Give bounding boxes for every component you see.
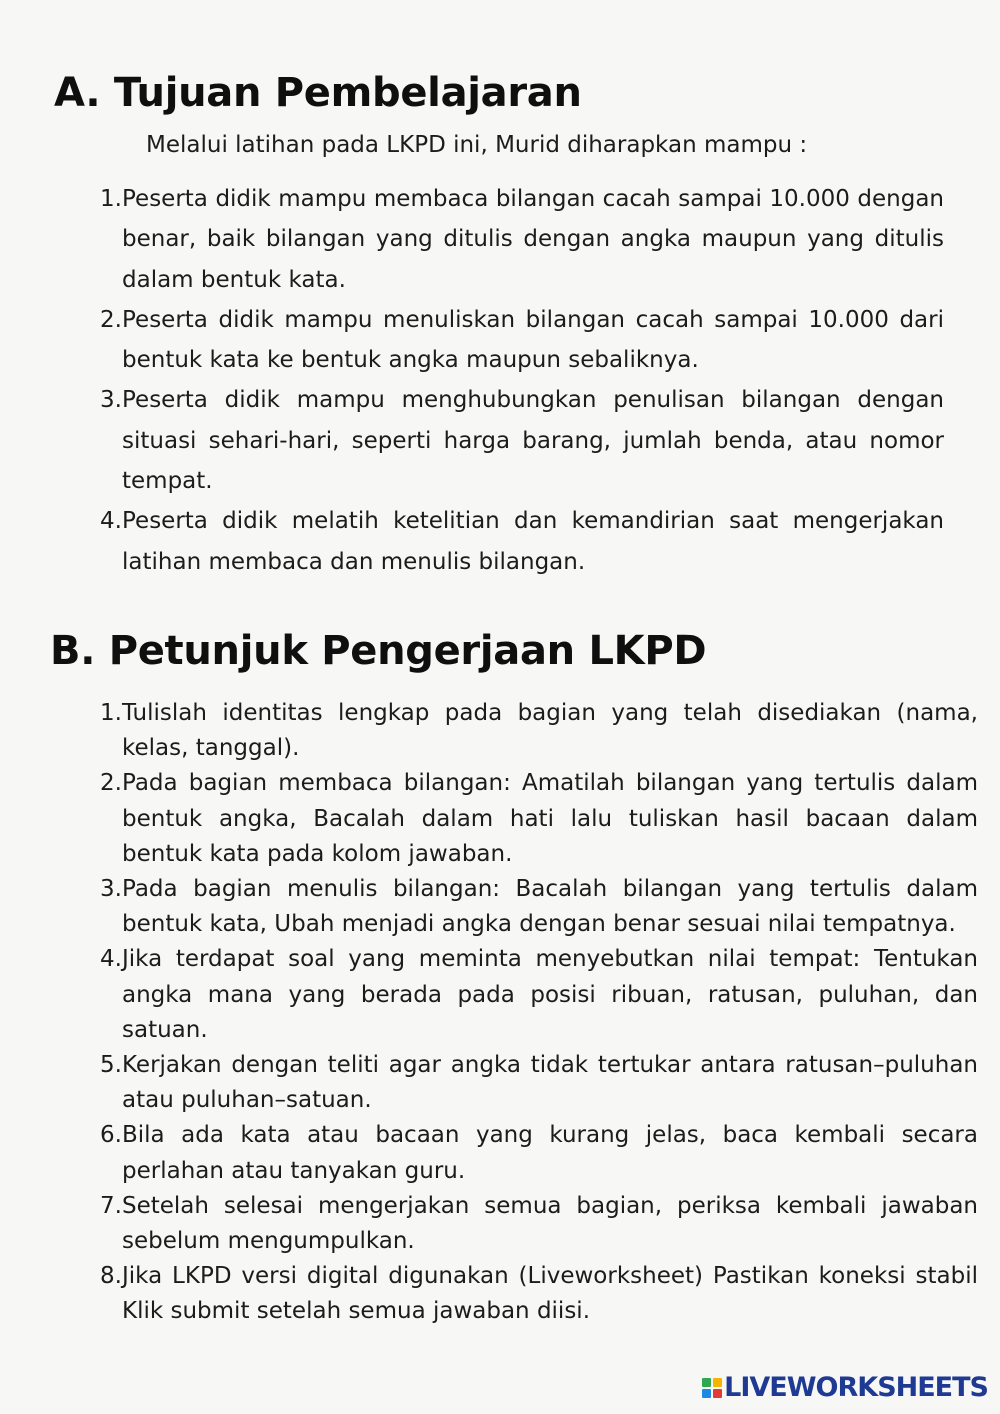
section-a-title: A. Tujuan Pembelajaran (54, 70, 582, 116)
list-item-number: 8. (100, 1263, 122, 1290)
list-item-text: Peserta didik melatih ketelitian dan kemandirian saat mengerjakan latihan membaca dan menulis bilangan. (122, 508, 944, 575)
list-item-text: Setelah selesai mengerjakan semua bagian, periksa kembali jawaban sebelum mengumpulkan. (122, 1192, 978, 1255)
list-item-number: 5. (100, 1052, 122, 1079)
list-item (97, 1118, 978, 1188)
logo-square (702, 1378, 711, 1387)
section-b-list (97, 696, 978, 1330)
list-item-number: 1. (100, 186, 122, 212)
list-item-number: 3. (100, 876, 122, 903)
section-a-intro: Melalui latihan pada LKPD ini, Murid diharapkan mampu : (146, 132, 808, 158)
logo-text: LIVEWORKSHEETS (724, 1372, 988, 1403)
list-item-number: 7. (100, 1192, 122, 1219)
list-item (97, 1189, 978, 1259)
list-item (97, 766, 978, 872)
list-item (97, 696, 978, 766)
list-item-number: 4. (100, 508, 122, 535)
list-item-text: Peserta didik mampu membaca bilangan cacah sampai 10.000 dengan benar, baik bilangan yang ditulis dengan angka maupun yang ditulis dalam bentuk kata. (122, 186, 944, 293)
list-item-text: Peserta didik mampu menghubungkan penulisan bilangan dengan situasi sehari-hari, seperti harga barang, jumlah benda, atau nomor tempat. (122, 387, 944, 495)
list-item (97, 380, 944, 501)
list-item-text: Kerjakan dengan teliti agar angka tidak tertukar antara ratusan–puluhan atau puluhan–satuan. (122, 1052, 978, 1114)
list-item-number: 1. (100, 700, 122, 726)
liveworksheets-logo-icon (702, 1378, 722, 1398)
list-item-number: 6. (100, 1122, 122, 1149)
list-item-number: 2. (100, 770, 122, 797)
list-item-number: 4. (100, 946, 122, 973)
list-item-text: Tulislah identitas lengkap pada bagian yang telah disediakan (nama, kelas, tanggal). (122, 700, 978, 762)
list-item (97, 501, 944, 582)
list-item-text: Pada bagian membaca bilangan: Amatilah bilangan yang tertulis dalam bentuk angka, Bacalah dalam hati lalu tuliskan hasil bacaan dalam bentuk kata pada kolom jawaban. (122, 770, 978, 867)
list-item-text: Pada bagian menulis bilangan: Bacalah bilangan yang tertulis dalam bentuk kata, Ubah menjadi angka dengan benar sesuai nilai tempatnya. (122, 876, 978, 938)
list-item (97, 872, 978, 942)
list-item-number: 3. (100, 387, 122, 414)
list-item (97, 1259, 978, 1329)
logo-square (713, 1378, 722, 1387)
logo-square (713, 1389, 722, 1398)
list-item-text: Peserta didik mampu menuliskan bilangan cacah sampai 10.000 dari bentuk kata ke bentuk angka maupun sebaliknya. (122, 306, 944, 374)
list-item-number: 2. (100, 306, 122, 333)
logo-square (702, 1389, 711, 1398)
list-item (97, 300, 944, 381)
list-item-text: Jika LKPD versi digital digunakan (Liveworksheet) Pastikan koneksi stabil Klik submit setelah semua jawaban diisi. (122, 1263, 978, 1325)
section-a-list (97, 179, 944, 582)
list-item (97, 179, 944, 300)
list-item (97, 1048, 978, 1118)
liveworksheets-logo (702, 1372, 988, 1403)
list-item-text: Jika terdapat soal yang meminta menyebutkan nilai tempat: Tentukan angka mana yang berada pada posisi ribuan, ratusan, puluhan, dan satuan. (122, 946, 978, 1043)
section-b-title: B. Petunjuk Pengerjaan LKPD (50, 628, 707, 674)
list-item (97, 942, 978, 1048)
list-item-text: Bila ada kata atau bacaan yang kurang jelas, baca kembali secara perlahan atau tanyakan guru. (122, 1122, 978, 1184)
